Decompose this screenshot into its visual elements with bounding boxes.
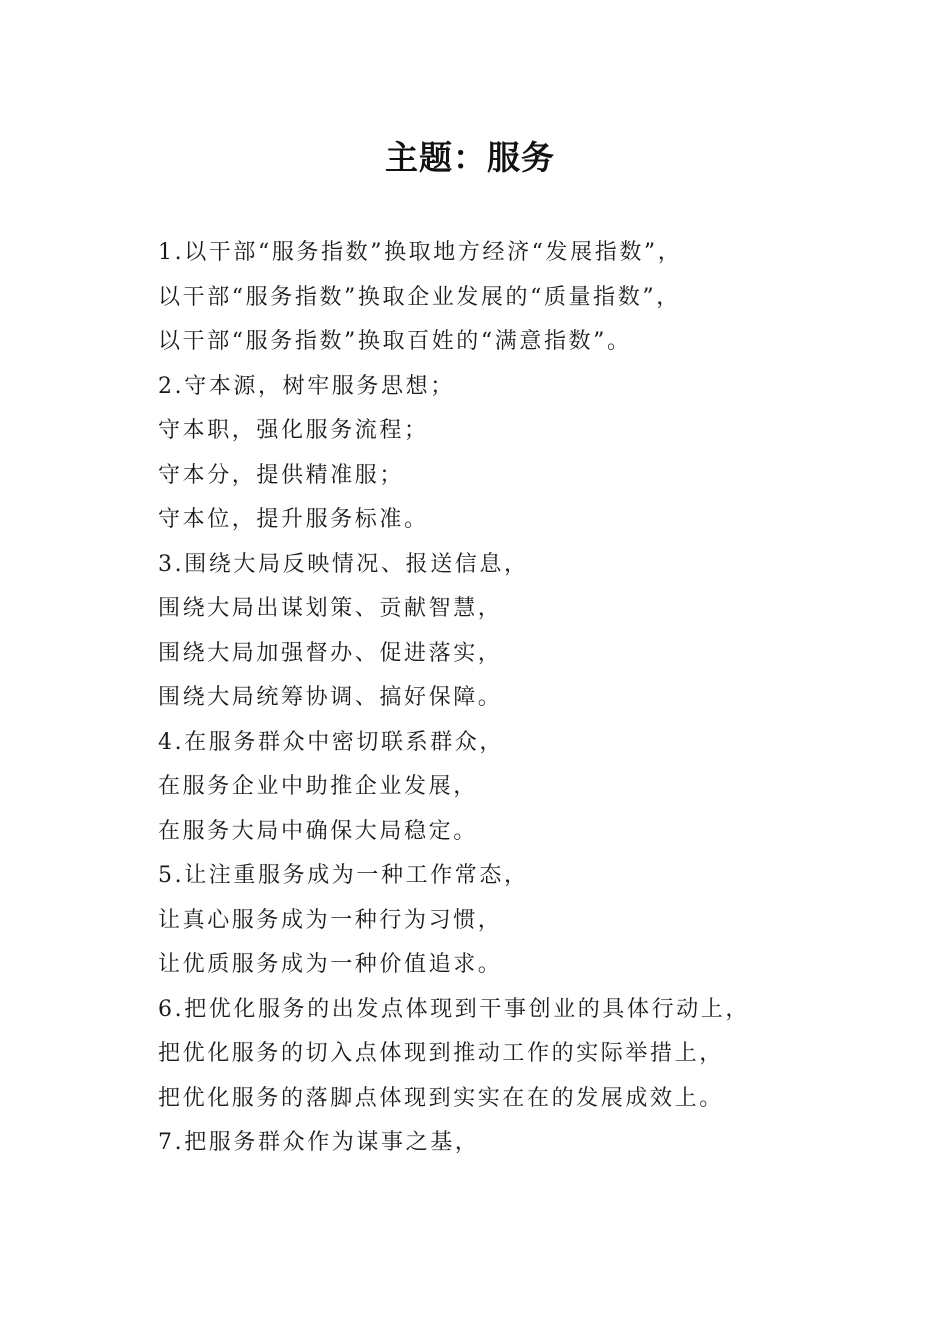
text-line: 2.守本源，树牢服务思想； bbox=[158, 373, 455, 399]
document-body bbox=[158, 231, 858, 1166]
text-line: 围绕大局出谋划策、贡献智慧， bbox=[158, 596, 503, 621]
text-line: 围绕大局统筹协调、搞好保障。 bbox=[158, 685, 503, 710]
text-line: 守本位，提升服务标准。 bbox=[158, 507, 429, 532]
page-title: 主题：服务 bbox=[385, 138, 555, 177]
text-line: 在服务大局中确保大局稳定。 bbox=[158, 818, 478, 844]
text-line: 以干部“服务指数”换取企业发展的“质量指数”， bbox=[158, 284, 681, 310]
text-line: 把优化服务的切入点体现到推动工作的实际举措上， bbox=[158, 1041, 724, 1066]
text-line: 围绕大局加强督办、促进落实， bbox=[158, 640, 503, 666]
text-line: 守本职，强化服务流程； bbox=[158, 418, 429, 443]
text-line: 1.以干部“服务指数”换取地方经济“发展指数”， bbox=[158, 240, 683, 265]
text-line: 4.在服务群众中密切联系群众， bbox=[158, 729, 504, 755]
text-line: 5.让注重服务成为一种工作常态， bbox=[158, 863, 529, 888]
text-line: 让优质服务成为一种价值追求。 bbox=[158, 952, 503, 977]
text-line: 6.把优化服务的出发点体现到干事创业的具体行动上， bbox=[158, 996, 750, 1022]
text-line: 3.围绕大局反映情况、报送信息， bbox=[158, 551, 529, 577]
text-line: 把优化服务的落脚点体现到实实在在的发展成效上。 bbox=[158, 1085, 724, 1111]
text-line: 在服务企业中助推企业发展， bbox=[158, 774, 478, 799]
text-line: 让真心服务成为一种行为习惯， bbox=[158, 907, 503, 933]
text-line: 以干部“服务指数”换取百姓的“满意指数”。 bbox=[158, 329, 632, 354]
text-line: 7.把服务群众作为谋事之基， bbox=[158, 1130, 480, 1155]
text-line: 守本分，提供精准服； bbox=[158, 462, 405, 488]
